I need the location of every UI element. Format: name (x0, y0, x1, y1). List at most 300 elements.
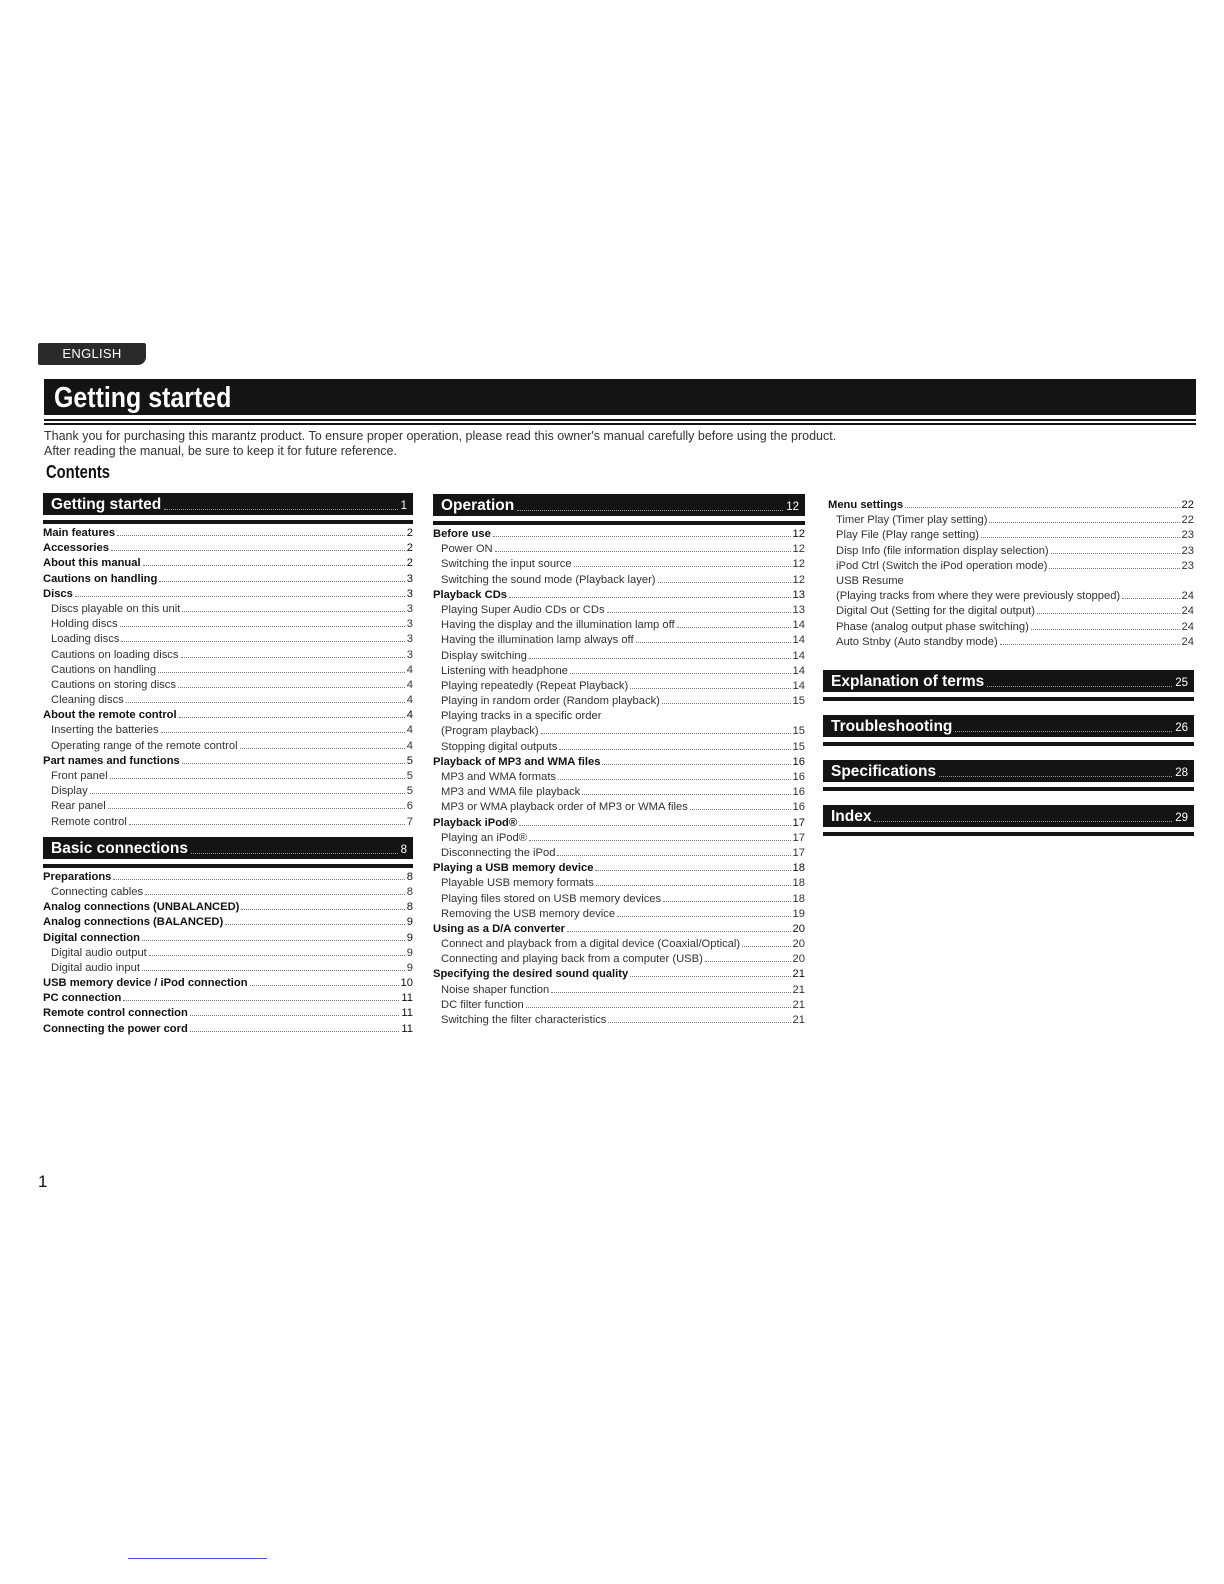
toc-section-page: 29 (1175, 812, 1188, 824)
toc-entry[interactable] (433, 527, 805, 542)
toc-entry-text: Disp Info (file information display selection) (836, 544, 1049, 557)
toc-entry-page: 2 (406, 527, 413, 539)
toc-section-label: Basic connections (51, 839, 188, 857)
section-rule (823, 787, 1194, 791)
toc-entry-text: Having the illumination lamp always off (441, 634, 634, 647)
toc-section[interactable] (823, 760, 1194, 791)
toc-entry-page: 9 (406, 916, 413, 929)
leader-dots (636, 642, 791, 643)
leader-dots (558, 779, 791, 780)
toc-entry[interactable] (828, 559, 1194, 574)
title-rule (44, 419, 1196, 421)
leader-dots (179, 717, 405, 718)
toc-entry[interactable] (433, 664, 805, 679)
toc-entry-page: 21 (792, 998, 805, 1011)
toc-entry[interactable] (433, 573, 805, 588)
toc-entry[interactable] (43, 799, 413, 814)
toc-entry[interactable] (43, 648, 413, 663)
toc-entry-text: Loading discs (51, 633, 120, 646)
leader-dots (570, 673, 791, 674)
intro-line: Thank you for purchasing this marantz product. To ensure proper operation, please read this owner's manual carefully before using the product. (44, 429, 837, 443)
toc-entry[interactable] (433, 983, 805, 998)
toc-entry-text: Cautions on loading discs (51, 648, 179, 661)
toc-entry[interactable] (433, 967, 805, 982)
toc-entry[interactable] (433, 1013, 805, 1028)
toc-entry-text: Phase (analog output phase switching) (836, 620, 1029, 633)
leader-dots (142, 940, 405, 941)
toc-entry-text: Connecting cables (51, 885, 144, 898)
toc-entry[interactable] (433, 922, 805, 937)
leader-dots (989, 522, 1179, 523)
leader-dots (145, 894, 405, 895)
toc-entry[interactable] (828, 528, 1194, 543)
toc-entry[interactable] (433, 603, 805, 618)
toc-entry[interactable] (43, 991, 413, 1006)
toc-entry-page: 9 (406, 931, 413, 944)
toc-section-page: 8 (400, 843, 407, 856)
toc-entry[interactable] (43, 769, 413, 784)
toc-entry[interactable] (43, 663, 413, 678)
toc-entry[interactable] (43, 678, 413, 693)
toc-entry[interactable] (433, 709, 805, 724)
toc-section-label: Specifications (831, 763, 937, 780)
leader-dots (1122, 598, 1179, 599)
toc-entry[interactable] (828, 498, 1194, 513)
toc-entry-text: (Program playback) (441, 725, 539, 738)
leader-dots (164, 509, 397, 510)
title-rule (44, 423, 1196, 425)
toc-entry-text: Rear panel (51, 800, 106, 813)
toc-entry[interactable] (43, 572, 413, 587)
toc-entry[interactable] (828, 513, 1194, 528)
toc-entry-text: iPod Ctrl (Switch the iPod operation mode) (836, 559, 1048, 572)
leader-dots (595, 870, 790, 871)
toc-entry-text: Digital audio input (51, 961, 140, 974)
leader-dots (1051, 553, 1180, 554)
toc-entry-page: 15 (792, 695, 805, 708)
section-rule (43, 520, 413, 524)
toc-entry[interactable] (43, 693, 413, 708)
toc-entry-page: 3 (406, 572, 413, 585)
leader-dots (630, 976, 790, 977)
leader-dots (117, 535, 405, 536)
leader-dots (493, 536, 791, 537)
toc-entry-text: Playback CDs (433, 588, 508, 601)
toc-entry-text: Specifying the desired sound quality (433, 968, 629, 981)
toc-entry-page: 4 (406, 694, 413, 707)
toc-entry[interactable] (43, 885, 413, 900)
toc-section-page: 12 (786, 501, 799, 513)
toc-section-page: 28 (1175, 767, 1188, 779)
toc-entry-page: 12 (792, 543, 805, 556)
leader-dots (690, 809, 791, 810)
toc-entry[interactable] (828, 589, 1194, 604)
leader-dots (574, 566, 791, 567)
toc-entry[interactable] (43, 632, 413, 647)
toc-entry[interactable] (433, 618, 805, 633)
toc-entry[interactable] (433, 724, 805, 739)
toc-entry-page: 13 (792, 603, 805, 616)
toc-entry-page: 11 (401, 1007, 413, 1020)
toc-entry-page: 5 (406, 785, 413, 798)
toc-entry[interactable] (43, 870, 413, 885)
toc-entry[interactable] (433, 785, 805, 800)
leader-dots (190, 1031, 400, 1032)
toc-entry[interactable] (43, 739, 413, 754)
toc-entry[interactable] (43, 602, 413, 617)
leader-dots (663, 901, 790, 902)
toc-entry-page: 18 (792, 877, 805, 890)
toc-entry-text: About the remote control (43, 709, 177, 722)
leader-dots (607, 612, 791, 613)
toc-entry-page: 4 (406, 724, 413, 737)
toc-entry-page: 15 (792, 725, 805, 738)
leader-dots (517, 510, 783, 511)
leader-dots (1031, 629, 1180, 630)
leader-dots (123, 1000, 399, 1001)
toc-entry-text: Connect and playback from a digital device (Coaxial/Optical) (441, 938, 741, 951)
toc-entry-page: 16 (792, 771, 805, 783)
toc-entry-text: DC filter function (441, 998, 524, 1011)
toc-section-bar[interactable] (823, 715, 1194, 737)
leader-dots (541, 733, 791, 734)
leader-dots (987, 686, 1172, 687)
toc-entry-text: Cautions on storing discs (51, 678, 176, 691)
toc-entry-text: Menu settings (828, 499, 904, 511)
toc-entry-text: Using as a D/A converter (433, 922, 566, 935)
toc-entry[interactable] (43, 708, 413, 723)
toc-entry-page: 19 (792, 907, 805, 920)
toc-entry-text: Main features (43, 527, 116, 539)
toc-entry[interactable] (828, 544, 1194, 559)
toc-entry-page: 21 (792, 983, 805, 996)
toc-entry[interactable] (43, 1006, 413, 1021)
toc-section-page: 26 (1175, 722, 1188, 734)
toc-entry[interactable] (433, 846, 805, 861)
toc-entry-page: 10 (400, 977, 413, 990)
toc-section-bar[interactable] (823, 805, 1194, 827)
toc-entry-text: Operating range of the remote control (51, 739, 238, 752)
toc-entry[interactable] (828, 574, 1194, 589)
leader-dots (526, 1007, 791, 1008)
section-rule (823, 742, 1194, 746)
toc-entry[interactable] (433, 816, 805, 831)
leader-dots (874, 821, 1172, 822)
leader-dots (121, 641, 404, 642)
toc-entry-page: 24 (1181, 605, 1194, 618)
toc-entry-page: 20 (792, 922, 805, 935)
toc-entry-page: 17 (792, 846, 805, 859)
leader-dots (630, 688, 790, 689)
leader-dots (191, 853, 398, 854)
leader-dots (142, 970, 405, 971)
language-tab: ENGLISH (38, 343, 146, 365)
toc-entry[interactable] (43, 784, 413, 799)
toc-entry-page: 14 (792, 649, 805, 662)
toc-entry-page: 20 (792, 953, 805, 966)
toc-entry[interactable] (433, 892, 805, 907)
toc-entry-text: Part names and functions (43, 754, 180, 767)
toc-section-label: Getting started (51, 496, 162, 513)
toc-entry-page: 24 (1181, 620, 1194, 633)
toc-entry[interactable] (433, 588, 805, 603)
leader-dots (939, 776, 1172, 777)
toc-entry[interactable] (828, 635, 1194, 650)
toc-entry[interactable] (433, 998, 805, 1013)
leader-dots (567, 931, 791, 932)
toc-section-label: Troubleshooting (831, 718, 953, 735)
toc-entry[interactable] (43, 931, 413, 946)
section-rule (43, 864, 413, 868)
contents-heading: Contents (46, 462, 110, 482)
toc-entry-page: 5 (406, 770, 413, 782)
toc-entry[interactable] (43, 617, 413, 632)
toc-entry-text: MP3 and WMA formats (441, 771, 557, 783)
toc-entry[interactable] (433, 952, 805, 967)
toc-entry[interactable] (433, 694, 805, 709)
toc-entry[interactable] (433, 770, 805, 785)
toc-entry[interactable] (43, 723, 413, 738)
toc-entry[interactable] (43, 1022, 413, 1037)
toc-entry-page: 21 (792, 1014, 805, 1026)
toc-entry-text: Auto Stnby (Auto standby mode) (836, 635, 998, 648)
toc-entry[interactable] (43, 946, 413, 961)
toc-entry[interactable] (433, 907, 805, 922)
toc-entry[interactable] (43, 587, 413, 602)
leader-dots (955, 731, 1172, 732)
leader-dots (742, 946, 790, 947)
toc-entry-page: 6 (406, 800, 413, 813)
toc-column-3 (828, 498, 1194, 650)
toc-entry-text: Playing a USB memory device (433, 862, 594, 875)
toc-section[interactable] (823, 805, 1194, 836)
toc-entry[interactable] (433, 649, 805, 664)
toc-entry[interactable] (43, 815, 413, 830)
toc-section-bar[interactable] (43, 493, 413, 515)
toc-entry[interactable] (433, 755, 805, 770)
leader-dots (617, 916, 790, 917)
toc-section[interactable] (43, 837, 413, 868)
toc-entry[interactable] (43, 556, 413, 571)
toc-entry-text: Playing Super Audio CDs or CDs (441, 603, 605, 616)
toc-entry-text: Switching the sound mode (Playback layer) (441, 573, 656, 586)
toc-entry-page: 14 (792, 664, 805, 677)
toc-entry-page: 20 (792, 938, 805, 951)
toc-entry-text: Display (51, 785, 88, 798)
toc-section[interactable] (823, 715, 1194, 746)
toc-entry-text: Play File (Play range setting) (836, 529, 980, 542)
toc-entry-page: 13 (792, 588, 805, 601)
leader-dots (250, 985, 399, 986)
intro-text (44, 429, 836, 459)
leader-dots (705, 961, 791, 962)
toc-entry[interactable] (43, 754, 413, 769)
toc-entry-page: 7 (406, 815, 413, 828)
leader-dots (182, 611, 404, 612)
toc-entry-page: 18 (792, 892, 805, 905)
toc-entry-text: Discs (43, 587, 73, 600)
toc-entry-page: 23 (1181, 544, 1194, 557)
toc-entry-text: Digital Out (Setting for the digital output) (836, 605, 1035, 618)
toc-entry[interactable] (433, 800, 805, 815)
toc-entry-text: Analog connections (BALANCED) (43, 916, 224, 929)
toc-entry-page: 21 (792, 968, 805, 981)
toc-entry[interactable] (828, 604, 1194, 619)
leader-dots (129, 824, 405, 825)
toc-section-bar[interactable] (433, 494, 805, 516)
toc-entry-text: Inserting the batteries (51, 724, 159, 737)
toc-entry-text: (Playing tracks from where they were previously stopped) (836, 590, 1121, 603)
leader-dots (1049, 568, 1179, 569)
toc-entry-text: Playing repeatedly (Repeat Playback) (441, 679, 629, 692)
toc-entry-page: 23 (1181, 529, 1194, 542)
toc-entry-page: 16 (792, 801, 805, 814)
leader-dots (551, 992, 790, 993)
toc-entry-text: Front panel (51, 770, 108, 782)
toc-entry-text: Playing in random order (Random playback) (441, 695, 660, 708)
toc-entry-page: 12 (792, 528, 805, 540)
toc-entry[interactable] (43, 526, 413, 541)
leader-dots (178, 687, 405, 688)
toc-entry[interactable] (433, 831, 805, 846)
toc-entry-text: Switching the input source (441, 558, 572, 571)
toc-entry-text: Remote control (51, 815, 127, 828)
toc-entry-page: 12 (792, 573, 805, 586)
toc-entry-text: Remote control connection (43, 1007, 188, 1020)
toc-entry-page: 24 (1181, 590, 1194, 603)
toc-entry-text: Display switching (441, 649, 527, 662)
toc-entry-page: 8 (406, 901, 413, 914)
toc-entry-text: Having the display and the illumination lamp off (441, 619, 675, 632)
leader-dots (495, 551, 791, 552)
toc-entry[interactable] (43, 900, 413, 915)
toc-entry-text: Playing tracks in a specific order (441, 710, 602, 723)
toc-entry[interactable] (43, 541, 413, 556)
toc-entry-text: Removing the USB memory device (441, 907, 616, 920)
leader-dots (509, 597, 791, 598)
toc-entry-text: Connecting and playing back from a computer (USB) (441, 953, 703, 966)
toc-entry-text: Switching the filter characteristics (441, 1014, 607, 1026)
toc-entry-page: 16 (792, 786, 805, 799)
page-title: Getting started (54, 382, 232, 414)
toc-entry-page: 22 (1181, 499, 1194, 511)
toc-entry-page: 3 (406, 602, 413, 615)
toc-entry-text: Analog connections (UNBALANCED) (43, 901, 240, 914)
leader-dots (1000, 644, 1180, 645)
toc-entry[interactable] (433, 861, 805, 876)
toc-section-label: Operation (441, 497, 515, 514)
toc-entry[interactable] (43, 915, 413, 930)
toc-entry-page: 3 (406, 648, 413, 661)
toc-section-bar[interactable] (823, 760, 1194, 782)
toc-section-label: Explanation of terms (831, 673, 985, 690)
toc-entry-page: 9 (406, 946, 413, 959)
toc-entry-text: Before use (433, 528, 491, 540)
toc-entry-page: 3 (406, 633, 413, 646)
toc-section-label: Index (831, 808, 872, 825)
toc-column-2 (433, 494, 805, 1028)
toc-entry-page: 5 (406, 754, 413, 767)
toc-entry[interactable] (43, 976, 413, 991)
toc-section[interactable] (43, 493, 413, 524)
toc-entry-page: 18 (792, 862, 805, 875)
toc-entry[interactable] (433, 876, 805, 891)
section-rule (433, 521, 805, 525)
leader-dots (110, 778, 405, 779)
toc-entry-page: 12 (792, 558, 805, 571)
leader-dots (596, 885, 791, 886)
toc-entry-text: Power ON (441, 543, 493, 556)
toc-entry-text: Noise shaper function (441, 983, 550, 996)
toc-entry-text: Stopping digital outputs (441, 740, 558, 753)
toc-entry[interactable] (43, 961, 413, 976)
leader-dots (559, 749, 790, 750)
toc-column-1 (43, 493, 413, 1037)
toc-entry-page: 22 (1181, 514, 1194, 527)
leader-dots (905, 507, 1179, 508)
toc-entry-text: Connecting the power cord (43, 1022, 188, 1035)
toc-entry[interactable] (433, 740, 805, 755)
toc-section-page: 25 (1175, 677, 1188, 689)
toc-entry-page: 14 (792, 619, 805, 632)
toc-entry[interactable] (433, 937, 805, 952)
toc-section[interactable] (823, 670, 1194, 701)
toc-entry[interactable] (433, 633, 805, 648)
toc-section[interactable] (433, 494, 805, 525)
toc-entry-page: 17 (792, 816, 805, 829)
leader-dots (182, 763, 405, 764)
toc-entry-page: 2 (406, 542, 413, 555)
toc-entry[interactable] (433, 679, 805, 694)
leader-dots (240, 748, 405, 749)
leader-dots (161, 732, 405, 733)
toc-entry-text: Playing files stored on USB memory devices (441, 892, 662, 905)
leader-dots (149, 955, 405, 956)
leader-dots (225, 924, 405, 925)
toc-entry-page: 15 (792, 740, 805, 753)
leader-dots (181, 657, 405, 658)
toc-entry-text: Playable USB memory formats (441, 877, 594, 890)
toc-entry-page: 2 (406, 557, 413, 570)
toc-entry-page: 4 (406, 678, 413, 691)
toc-section-bar[interactable] (823, 670, 1194, 692)
toc-entry[interactable] (433, 542, 805, 557)
toc-section-bar[interactable] (43, 837, 413, 859)
leader-dots (529, 840, 791, 841)
toc-entry-text: Accessories (43, 542, 109, 555)
section-rule (823, 832, 1194, 836)
leader-dots (529, 658, 791, 659)
toc-entry-text: Cautions on handling (43, 572, 158, 585)
leader-dots (111, 550, 405, 551)
leader-dots (1037, 613, 1180, 614)
toc-entry[interactable] (433, 557, 805, 572)
toc-entry-text: Discs playable on this unit (51, 602, 181, 615)
toc-entry-text: Cleaning discs (51, 694, 124, 707)
leader-dots (677, 627, 791, 628)
toc-entry-page: 4 (406, 739, 413, 752)
intro-line: After reading the manual, be sure to keep it for future reference. (44, 444, 397, 458)
toc-entry-text: PC connection (43, 992, 122, 1005)
toc-entry[interactable] (828, 620, 1194, 635)
toc-entry-page: 24 (1181, 635, 1194, 648)
toc-entry-text: Listening with headphone (441, 664, 568, 677)
toc-entry-page: 3 (406, 618, 413, 631)
section-rule (823, 697, 1194, 701)
toc-section-page: 1 (400, 500, 407, 512)
toc-entry-page: 14 (792, 679, 805, 692)
toc-entry-text: About this manual (43, 557, 141, 570)
